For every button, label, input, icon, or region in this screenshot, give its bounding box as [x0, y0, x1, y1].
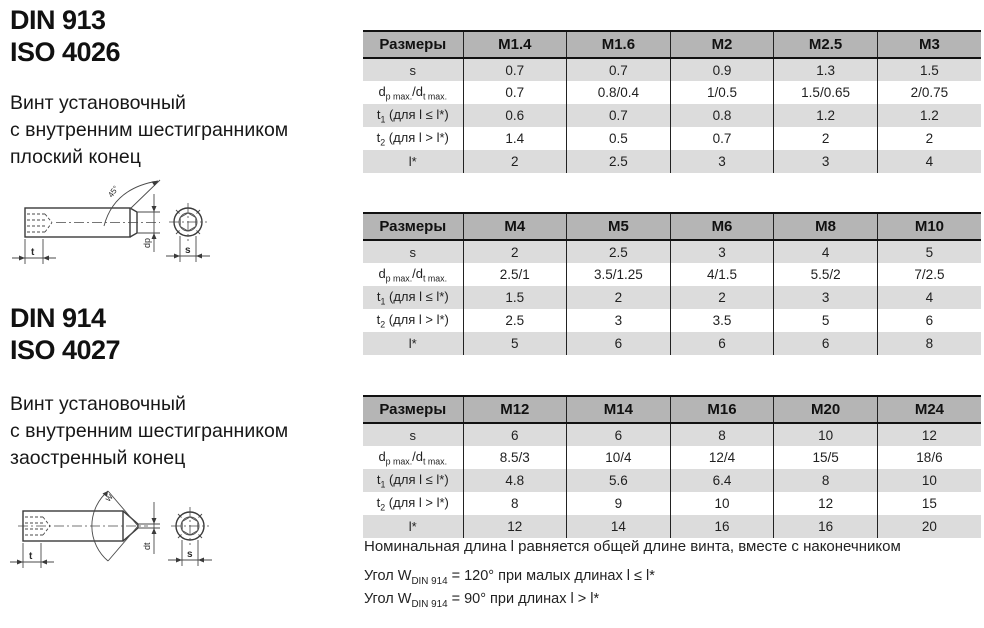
- din913-description: [10, 90, 288, 171]
- column-header: M2: [670, 31, 774, 58]
- column-header: M10: [877, 213, 981, 240]
- table-cell: 2: [463, 240, 567, 263]
- angle-w-label: w: [102, 491, 115, 504]
- table-cell: 5: [774, 309, 878, 332]
- column-header: M3: [877, 31, 981, 58]
- table-cell: 0.5: [567, 127, 671, 150]
- dim-s-label: s: [187, 549, 193, 560]
- table-cell: 2.5: [567, 240, 671, 263]
- table-row: [363, 58, 981, 81]
- table-cell: 14: [567, 515, 671, 538]
- note-angle-90: Угол $W_{DIN 914} = 90^\circ$ при длинах l > l*: [364, 591, 600, 610]
- table-cell: 4: [877, 286, 981, 309]
- table-cell: 1.5: [877, 58, 981, 81]
- din913-side-view: [12, 180, 160, 264]
- table-cell: 2.5: [463, 309, 567, 332]
- table-cell: 12: [774, 492, 878, 515]
- table-row: [363, 127, 981, 150]
- desc-line: Винт установочный: [10, 92, 186, 114]
- table-cell: 6: [567, 423, 671, 446]
- table-cell: 3: [670, 150, 774, 173]
- column-header: M8: [774, 213, 878, 240]
- table-header-row: [363, 31, 981, 58]
- table-cell: 0.7: [567, 58, 671, 81]
- row-label: $d_{p max.}/d_{t max.}$: [378, 83, 448, 102]
- note-nominal-length: Номинальная длина l равняется общей длине винта, вместе с наконечником: [364, 538, 901, 555]
- table-cell: 1.3: [774, 58, 878, 81]
- table-cell: 3: [774, 286, 878, 309]
- size-table: [363, 212, 981, 355]
- row-label: $t_2$ (для l > l*): [376, 494, 449, 513]
- column-header: M2.5: [774, 31, 878, 58]
- table-cell: 1.4: [463, 127, 567, 150]
- din-table-m1_4-m3: [363, 30, 981, 173]
- note-angle-120: Угол $W_{DIN 914} = 120^\circ$ при малых длинах l ≤ l*: [364, 568, 655, 587]
- table-cell: 2/0.75: [877, 81, 981, 104]
- table-row: [363, 446, 981, 469]
- din914-end-view: [168, 507, 212, 566]
- angle-45-label: 45°: [106, 184, 121, 200]
- din-table-m4-m10: [363, 212, 981, 355]
- column-header: Размеры: [363, 396, 463, 423]
- din914-description: [10, 391, 288, 472]
- table-cell: 2: [463, 150, 567, 173]
- table-row: [363, 309, 981, 332]
- table-cell: 3.5: [670, 309, 774, 332]
- table-cell: 5.5/2: [774, 263, 878, 286]
- table-cell: 3: [670, 240, 774, 263]
- table-cell: 15: [877, 492, 981, 515]
- table-cell: 2: [774, 127, 878, 150]
- table-cell: 1.2: [877, 104, 981, 127]
- size-table: [363, 30, 981, 173]
- dim-dt-label: dt: [142, 542, 152, 550]
- table-cell: 8: [877, 332, 981, 355]
- table-cell: 10: [670, 492, 774, 515]
- dim-t-label: t: [31, 247, 35, 258]
- table-cell: 5: [463, 332, 567, 355]
- table-cell: 12: [463, 515, 567, 538]
- row-label: l*: [408, 519, 417, 534]
- table-cell: 1/0.5: [670, 81, 774, 104]
- column-header: M20: [774, 396, 878, 423]
- desc-line: заостренный конец: [10, 447, 186, 469]
- din914-drawing: [8, 476, 223, 581]
- table-cell: 9: [567, 492, 671, 515]
- table-cell: 4: [774, 240, 878, 263]
- desc-line: Винт установочный: [10, 393, 186, 415]
- column-header: M1.6: [567, 31, 671, 58]
- column-header: M24: [877, 396, 981, 423]
- din913-drawing: [8, 176, 223, 268]
- table-cell: 0.9: [670, 58, 774, 81]
- column-header: M1.4: [463, 31, 567, 58]
- row-label: s: [409, 427, 416, 443]
- table-cell: 2: [670, 286, 774, 309]
- desc-line: с внутренним шестигранником: [10, 119, 289, 141]
- table-cell: 4/1.5: [670, 263, 774, 286]
- din913-end-view: [166, 203, 210, 262]
- table-cell: 1.2: [774, 104, 878, 127]
- table-cell: 2.5/1: [463, 263, 567, 286]
- table-cell: 2.5: [567, 150, 671, 173]
- dim-t-label: t: [29, 551, 33, 562]
- table-cell: 6: [567, 332, 671, 355]
- column-header: M14: [567, 396, 671, 423]
- table-cell: 15/5: [774, 446, 878, 469]
- table-cell: 6.4: [670, 469, 774, 492]
- row-label: l*: [408, 336, 417, 351]
- table-cell: 4: [877, 150, 981, 173]
- table-cell: 10/4: [567, 446, 671, 469]
- table-cell: 6: [774, 332, 878, 355]
- table-row: [363, 423, 981, 446]
- desc-line: с внутренним шестигранником: [10, 420, 289, 442]
- table-cell: 12/4: [670, 446, 774, 469]
- table-cell: 0.7: [463, 81, 567, 104]
- table-cell: 6: [877, 309, 981, 332]
- row-label: s: [409, 62, 416, 78]
- table-cell: 2: [877, 127, 981, 150]
- size-table: [363, 395, 981, 538]
- table-cell: 16: [670, 515, 774, 538]
- table-header-row: [363, 396, 981, 423]
- table-row: [363, 332, 981, 355]
- table-cell: 10: [774, 423, 878, 446]
- din914-title: DIN 914: [10, 303, 106, 333]
- table-row: [363, 240, 981, 263]
- table-cell: 8: [463, 492, 567, 515]
- din914-side-view: [10, 491, 160, 568]
- table-cell: 6: [670, 332, 774, 355]
- iso4026-title: ISO 4026: [10, 37, 121, 67]
- row-label: $t_2$ (для l > l*): [376, 311, 449, 330]
- table-cell: 0.7: [463, 58, 567, 81]
- din913-title: DIN 913: [10, 5, 106, 35]
- table-row: [363, 469, 981, 492]
- table-cell: 8: [670, 423, 774, 446]
- column-header: M5: [567, 213, 671, 240]
- table-row: [363, 150, 981, 173]
- table-row: [363, 492, 981, 515]
- table-cell: 0.7: [670, 127, 774, 150]
- table-cell: 3: [567, 309, 671, 332]
- column-header: Размеры: [363, 31, 463, 58]
- table-row: [363, 263, 981, 286]
- table-cell: 12: [877, 423, 981, 446]
- table-cell: 2: [567, 286, 671, 309]
- table-cell: 1.5: [463, 286, 567, 309]
- table-row: [363, 104, 981, 127]
- table-cell: 5: [877, 240, 981, 263]
- iso4027-title: ISO 4027: [10, 335, 121, 365]
- row-label: $t_1$ (для l ≤ l*): [376, 288, 449, 307]
- table-cell: 3: [774, 150, 878, 173]
- row-label: $t_1$ (для l ≤ l*): [376, 106, 449, 125]
- table-cell: 20: [877, 515, 981, 538]
- table-cell: 1.5/0.65: [774, 81, 878, 104]
- table-cell: 16: [774, 515, 878, 538]
- column-header: M4: [463, 213, 567, 240]
- table-row: [363, 515, 981, 538]
- table-cell: 3.5/1.25: [567, 263, 671, 286]
- din-table-m12-m24: [363, 395, 981, 538]
- table-cell: 0.7: [567, 104, 671, 127]
- row-label: $t_2$ (для l > l*): [376, 129, 449, 148]
- table-cell: 6: [463, 423, 567, 446]
- table-cell: 18/6: [877, 446, 981, 469]
- row-label: s: [409, 244, 416, 260]
- column-header: M16: [670, 396, 774, 423]
- table-cell: 0.6: [463, 104, 567, 127]
- table-cell: 5.6: [567, 469, 671, 492]
- row-label: $d_{p max.}/d_{t max.}$: [378, 448, 448, 467]
- column-header: Размеры: [363, 213, 463, 240]
- table-cell: 7/2.5: [877, 263, 981, 286]
- table-cell: 0.8: [670, 104, 774, 127]
- row-label: l*: [408, 154, 417, 169]
- table-cell: 8.5/3: [463, 446, 567, 469]
- column-header: M6: [670, 213, 774, 240]
- table-header-row: [363, 213, 981, 240]
- row-label: $t_1$ (для l ≤ l*): [376, 471, 449, 490]
- table-row: [363, 286, 981, 309]
- table-cell: 0.8/0.4: [567, 81, 671, 104]
- table-cell: 10: [877, 469, 981, 492]
- desc-line: плоский конец: [10, 146, 141, 168]
- table-row: [363, 81, 981, 104]
- dim-s-label: s: [185, 245, 191, 256]
- table-cell: 8: [774, 469, 878, 492]
- column-header: M12: [463, 396, 567, 423]
- dim-dp-label: dp: [142, 237, 152, 248]
- row-label: $d_{p max.}/d_{t max.}$: [378, 265, 448, 284]
- table-cell: 4.8: [463, 469, 567, 492]
